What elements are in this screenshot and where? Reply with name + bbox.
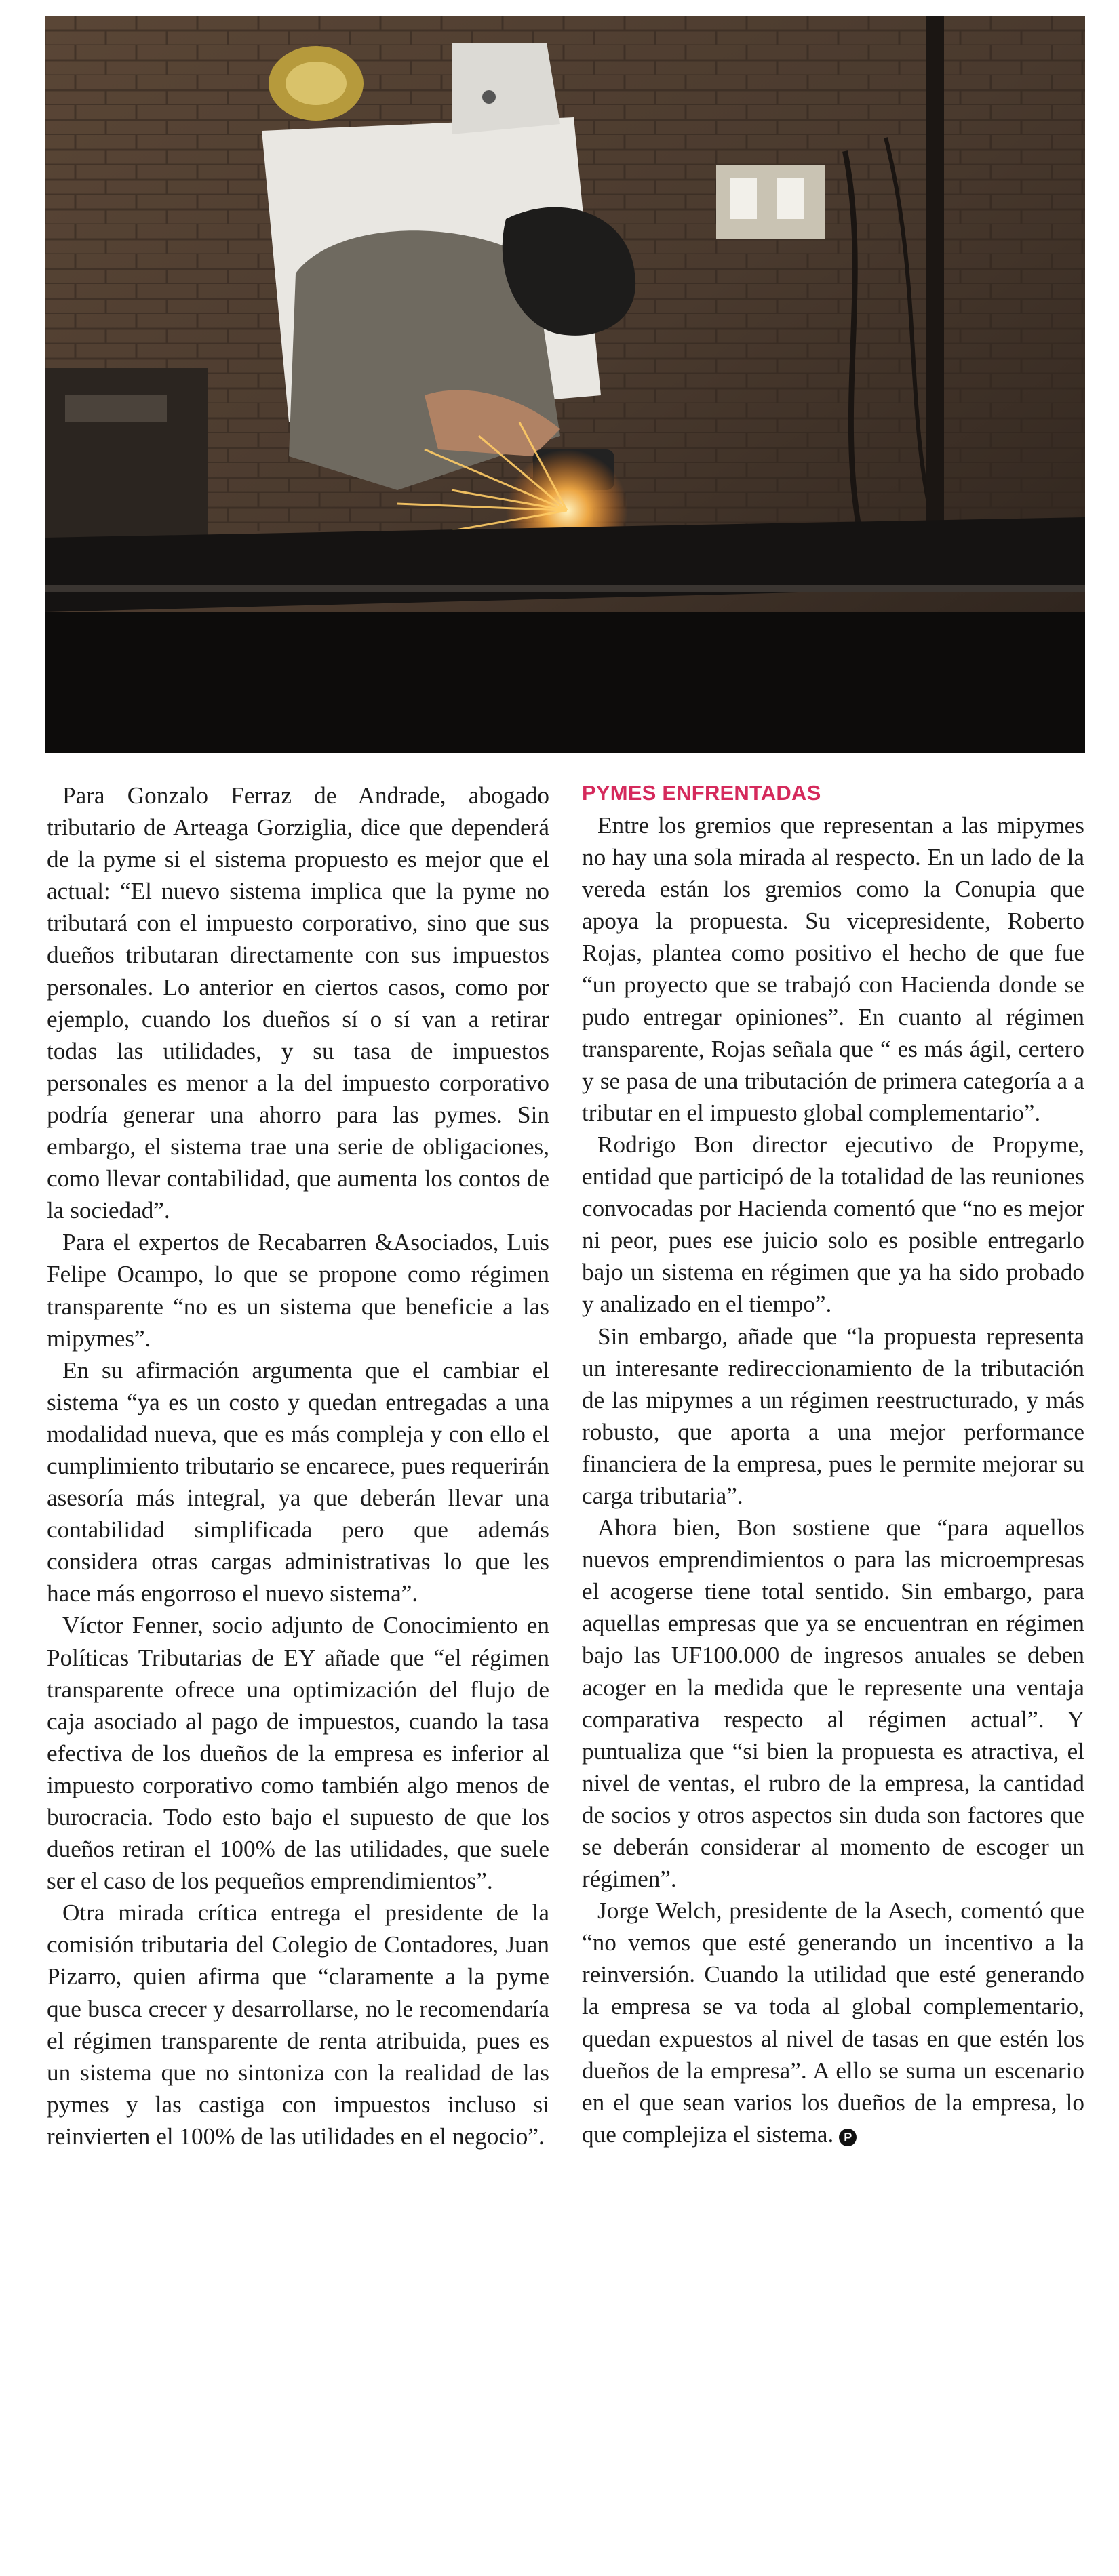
paragraph-text: Jorge Welch, presidente de la Asech, comentó que “no vemos que esté generando un incentivo a la reinversión. Cuando la utilidad que esté generando la empresa se va toda al global complementario, quedan expuestos al nivel de tasas en que estén los dueños de la empresa”. A ello se suma un escenario en el que sean varios los dueños de la empresa, lo que complejiza el sistema. (582, 1897, 1084, 2148)
right-column (582, 780, 1084, 2556)
paragraph: Otra mirada crítica entrega el presidente de la comisión tributaria del Colegio de Contadores, Juan Pizarro, quien afirma que “claramente a la pyme que busca crecer y desarrollarse, no le recomendaría el régimen transparente de renta atribuida, pues es un sistema que no sintoniza con la realidad de las pymes y las castiga con impuestos incluso si reinvierten el 100% de las utilidades en el negocio”. (47, 1899, 549, 2150)
welder-photo-illustration (45, 16, 1085, 753)
paragraph: Para Gonzalo Ferraz de Andrade, abogado tributario de Arteaga Gorziglia, dice que dependerá de la pyme si el sistema propuesto es mejor que el actual: “El nuevo sistema implica que la pyme no tributará con el impuesto corporativo, sino que sus dueños tributaran directamente con sus impuestos personales. Lo anterior en ciertos casos, como por ejemplo, cuando los dueños sí o sí van a retirar todas las utilidades, y su tasa de impuestos personales es menor a la del impuesto corporativo podría generar una ahorro para las pymes. Sin embargo, el sistema trae una serie de obligaciones, como llevar contabilidad, que aumenta los contos de la sociedad”. (47, 782, 549, 1224)
left-column (47, 780, 549, 2556)
paragraph: En su afirmación argumenta que el cambiar el sistema “ya es un costo y quedan entregadas a una modalidad nueva, que es más compleja y con ello el cumplimiento tributario se encarece, pues requerirán asesoría más integral, ya que deberán llevar una contabilidad simplificada pero que además considera otras cargas administrativas lo que les hace más engorroso el nuevo sistema”. (47, 1356, 549, 1607)
end-of-article-icon: P (839, 2129, 857, 2146)
paragraph: Sin embargo, añade que “la propuesta representa un interesante redireccionamiento de la tributación de las mipymes a un régimen reestructurado, y más robusto, que aporta a una mejor performance financiera de la empresa, pues le permite mejorar su carga tributaria”. (582, 1323, 1084, 1509)
section-title: PYMES ENFRENTADAS (582, 781, 821, 805)
paragraph: Víctor Fenner, socio adjunto de Conocimiento en Políticas Tributarias de EY añade que “el régimen transparente ofrece una optimización del flujo de caja asociado al pago de impuestos, cuando la tasa efectiva de los dueños de la empresa es inferior al impuesto corporativo como también algo menos de burocracia. Todo esto bajo el supuesto de que los dueños retiran el 100% de las utilidades, que suele ser el caso de los pequeños emprendimientos”. (47, 1612, 549, 1895)
paragraph: Para el expertos de Recabarren &Asociados, Luis Felipe Ocampo, lo que se propone como régimen transparente “no es un sistema que beneficie a las mipymes”. (47, 1229, 549, 1352)
article-body (47, 780, 1084, 2556)
paragraph: Entre los gremios que representan a las mipymes no hay una sola mirada al respecto. En un lado de la vereda están los gremios como la Conupia que apoya la propuesta. Su vicepresidente, Roberto Rojas, plantea como positivo el hecho de que fue “un proyecto que se trabajó con Hacienda donde se pudo entregar opiniones”. En cuanto al régimen transparente, Rojas señala que “ es más ágil, certero y se pasa de una tributación de primera categoría a a tributar en el impuesto global complementario”. (582, 812, 1084, 1126)
paragraph: Rodrigo Bon director ejecutivo de Propyme, entidad que participó de la totalidad de las reuniones convocadas por Hacienda comentó que “no es mejor ni peor, pues ese juicio solo es posible entregarlo bajo un sistema en régimen que ya ha sido probado y analizado en el tiempo”. (582, 1131, 1084, 1318)
article-photo (45, 16, 1085, 753)
paragraph: Ahora bien, Bon sostiene que “para aquellos nuevos emprendimientos o para las microempresas el acogerse tiene total sentido. Sin embargo, para aquellas empresas que ya se encuentran en régimen bajo las UF100.000 de ingresos anuales se deben acoger en la medida que le represente una ventaja comparativa respecto al régimen actual”. Y puntualiza que “si bien la propuesta es atractiva, el nivel de ventas, el rubro de la empresa, la cantidad de socios y otros aspectos sin duda son factores que se deberán considerar al momento de escoger un régimen”. (582, 1514, 1084, 1893)
paragraph (582, 1895, 1084, 2150)
